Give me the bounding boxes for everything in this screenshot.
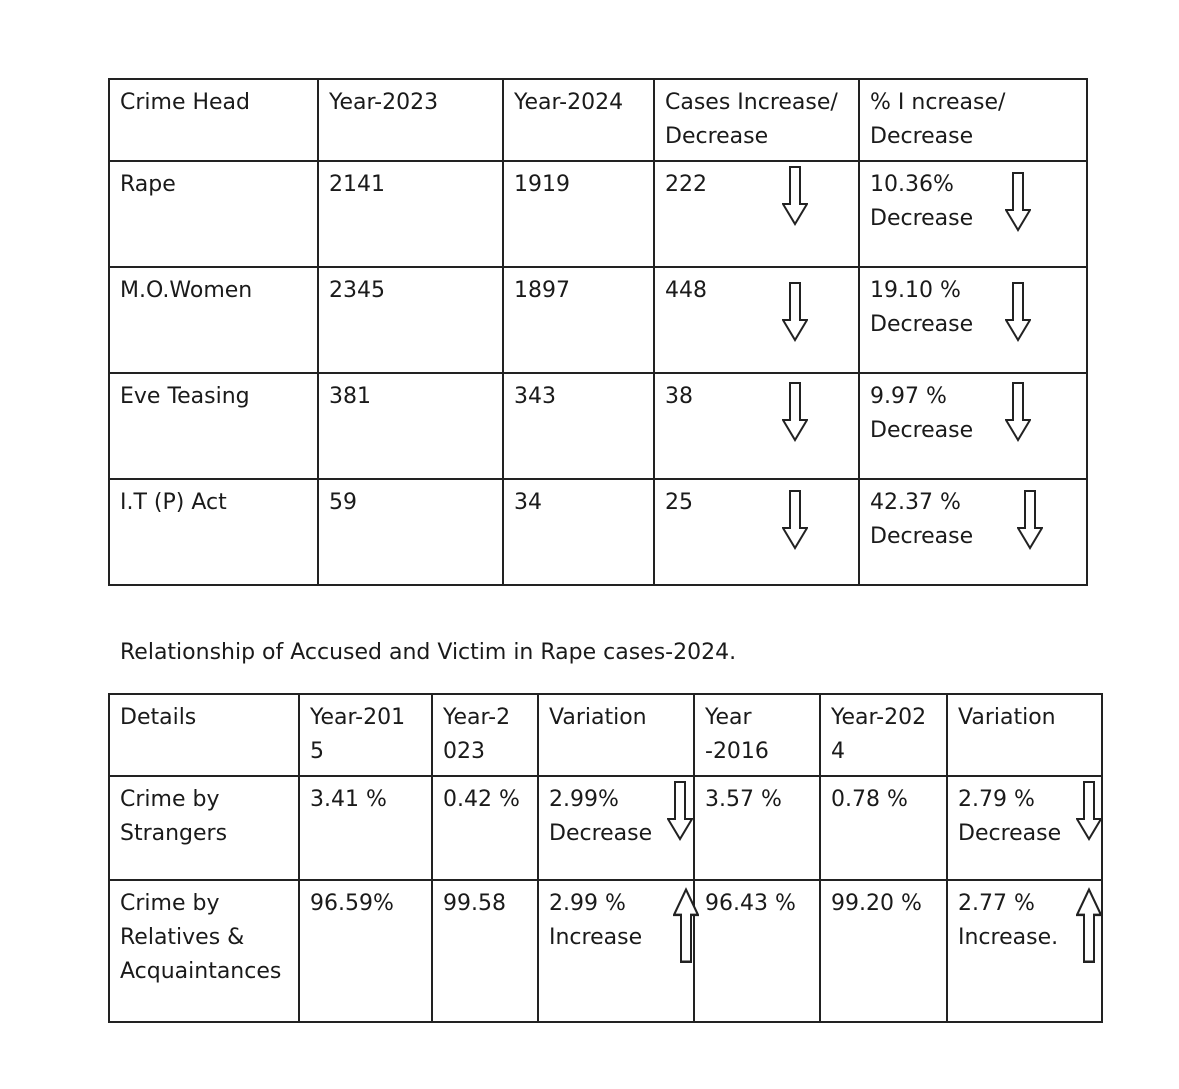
- down-arrow-icon: [1005, 382, 1031, 442]
- table-row: [109, 479, 1087, 585]
- table-row: [109, 776, 1102, 880]
- header-year-2015: Year-201 5: [299, 694, 432, 776]
- down-arrow-icon: [667, 781, 693, 841]
- down-arrow-icon: [782, 282, 808, 342]
- value-cell: 3.41 %: [299, 776, 432, 880]
- relationship-section-title: Relationship of Accused and Victim in Rape cases-2024.: [120, 640, 737, 665]
- down-arrow-icon: [1005, 282, 1031, 342]
- header-variation: Variation: [538, 694, 694, 776]
- table-header-row: [109, 79, 1087, 161]
- table-row: [109, 267, 1087, 373]
- table-row: [109, 880, 1102, 1022]
- value-cell: 96.59%: [299, 880, 432, 1022]
- cases-change-cell: 38: [654, 373, 859, 479]
- crime-head-cell: M.O.Women: [109, 267, 318, 373]
- cases-change-cell: 25: [654, 479, 859, 585]
- down-arrow-icon: [782, 382, 808, 442]
- down-arrow-icon: [1005, 172, 1031, 232]
- crime-comparison-table: [108, 78, 1088, 586]
- table-row: [109, 161, 1087, 267]
- crime-head-cell: Rape: [109, 161, 318, 267]
- header-crime-head: Crime Head: [109, 79, 318, 161]
- cases-change-cell: 448: [654, 267, 859, 373]
- year-2024-cell: 343: [503, 373, 654, 479]
- cases-change-cell: 222: [654, 161, 859, 267]
- header-cases-change: Cases Increase/ Decrease: [654, 79, 859, 161]
- header-percent-change: % I ncrease/ Decrease: [859, 79, 1087, 161]
- details-cell: Crime by Relatives & Acquaintances: [109, 880, 299, 1022]
- year-2023-cell: 2141: [318, 161, 503, 267]
- year-2024-cell: 1897: [503, 267, 654, 373]
- header-year-2024: Year-2024: [503, 79, 654, 161]
- percent-change-cell: 19.10 % Decrease: [859, 267, 1087, 373]
- down-arrow-icon: [782, 490, 808, 550]
- variation-cell: 2.77 % Increase.: [947, 880, 1102, 1022]
- table-header-row: [109, 694, 1102, 776]
- crime-head-cell: Eve Teasing: [109, 373, 318, 479]
- crime-head-cell: I.T (P) Act: [109, 479, 318, 585]
- down-arrow-icon: [782, 166, 808, 226]
- percent-change-cell: 9.97 % Decrease: [859, 373, 1087, 479]
- year-2024-cell: 34: [503, 479, 654, 585]
- header-year-2024: Year-202 4: [820, 694, 947, 776]
- value-cell: 0.78 %: [820, 776, 947, 880]
- header-details: Details: [109, 694, 299, 776]
- variation-cell: 2.99% Decrease: [538, 776, 694, 880]
- year-2023-cell: 59: [318, 479, 503, 585]
- relationship-table: [108, 693, 1103, 1023]
- percent-change-cell: 42.37 % Decrease: [859, 479, 1087, 585]
- value-cell: 96.43 %: [694, 880, 820, 1022]
- down-arrow-icon: [1076, 781, 1102, 841]
- details-cell: Crime by Strangers: [109, 776, 299, 880]
- up-arrow-icon: [1076, 887, 1102, 963]
- header-variation: Variation: [947, 694, 1102, 776]
- value-cell: 99.58: [432, 880, 538, 1022]
- table-row: [109, 373, 1087, 479]
- year-2023-cell: 2345: [318, 267, 503, 373]
- percent-change-cell: 10.36% Decrease: [859, 161, 1087, 267]
- header-year-2016: Year -2016: [694, 694, 820, 776]
- header-year-2023: Year-2023: [318, 79, 503, 161]
- year-2024-cell: 1919: [503, 161, 654, 267]
- value-cell: 0.42 %: [432, 776, 538, 880]
- value-cell: 99.20 %: [820, 880, 947, 1022]
- variation-cell: 2.79 % Decrease: [947, 776, 1102, 880]
- variation-cell: 2.99 % Increase: [538, 880, 694, 1022]
- year-2023-cell: 381: [318, 373, 503, 479]
- header-year-2023: Year-2 023: [432, 694, 538, 776]
- value-cell: 3.57 %: [694, 776, 820, 880]
- down-arrow-icon: [1017, 490, 1043, 550]
